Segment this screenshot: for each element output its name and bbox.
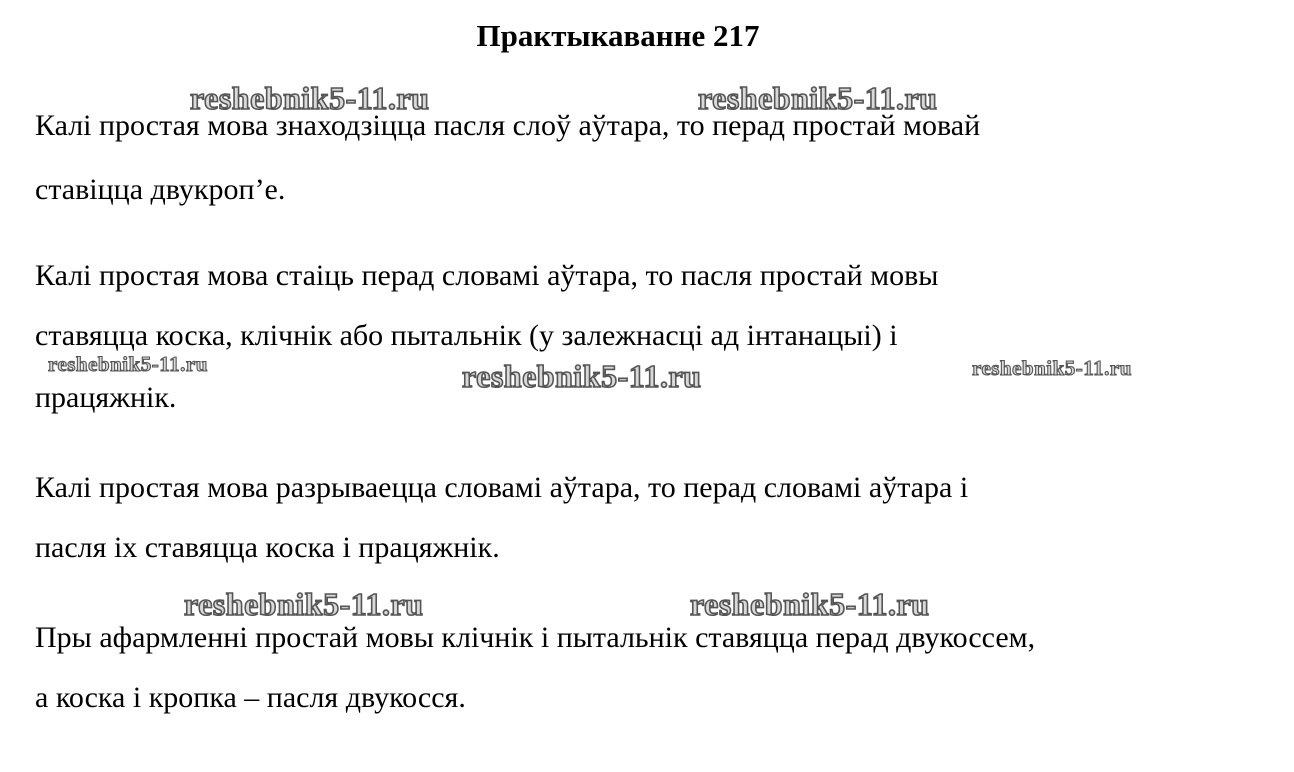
- paragraph-2-line-2: ставяцца коска, клічнік або пытальнік (у залежнасці ад інтанацыі) і: [35, 319, 898, 352]
- paragraph-3-line-2: пасля іх ставяцца коска і працяжнік.: [35, 531, 500, 564]
- paragraph-4-line-1: Пры афармленні простай мовы клічнік і пытальнік ставяцца перад двукоссем,: [35, 621, 1036, 654]
- paragraph-1-line-2: ставіцца двукроп’е.: [35, 173, 286, 206]
- watermark-text: reshebnik5-11.ru: [698, 80, 938, 116]
- paragraph-2-line-3: працяжнік.: [35, 381, 177, 414]
- paragraph-3-line-1: Калі простая мова разрываецца словамі аўтара, то перад словамі аўтара і: [35, 471, 969, 504]
- paragraph-1-line-1: Калі простая мова знаходзіцца пасля слоў аўтара, то перад простай мовай: [35, 109, 981, 142]
- page-title: Практыкаванне 217: [476, 18, 760, 53]
- paragraph-2-line-1: Калі простая мова стаіць перад словамі аўтара, то пасля простай мовы: [35, 259, 939, 292]
- paragraph-4-line-2: а коска і кропка – пасля двукосся.: [35, 681, 466, 714]
- watermark-text: reshebnik5-11.ru: [190, 80, 430, 116]
- watermark-text: reshebnik5-11.ru: [972, 356, 1132, 380]
- watermark-text: reshebnik5-11.ru: [690, 586, 930, 622]
- watermark-text: reshebnik5-11.ru: [462, 358, 702, 394]
- watermark-text: reshebnik5-11.ru: [48, 352, 208, 376]
- watermark-text: reshebnik5-11.ru: [184, 586, 424, 622]
